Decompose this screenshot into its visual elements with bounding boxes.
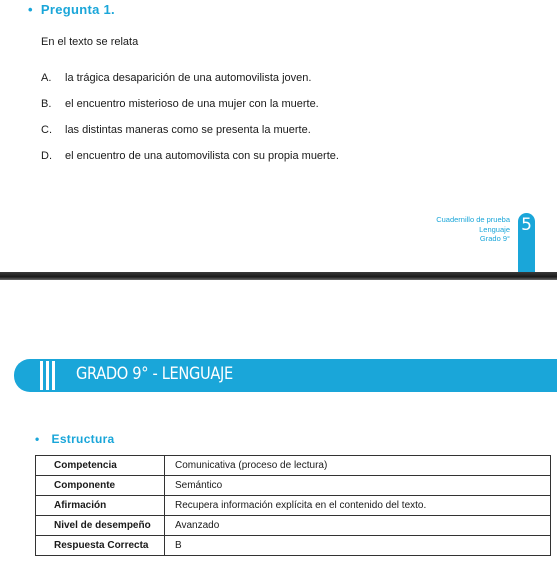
row-value: Semántico — [165, 476, 551, 496]
row-key: Nivel de desempeño — [36, 516, 165, 536]
row-key: Respuesta Correcta — [36, 536, 165, 556]
row-key: Competencia — [36, 456, 165, 476]
banner-title: GRADO 9° - LENGUAJE — [76, 364, 233, 384]
row-key: Componente — [36, 476, 165, 496]
row-value: Recupera información explícita en el contenido del texto. — [165, 496, 551, 516]
option-text: el encuentro de una automovilista con su propia muerte. — [65, 150, 339, 162]
structure-table — [35, 455, 551, 556]
option-letter: A. — [41, 72, 52, 84]
option-text: el encuentro misterioso de una mujer con la muerte. — [65, 98, 319, 110]
table-row — [36, 456, 551, 476]
page-footer — [436, 215, 510, 244]
answer-option-c — [41, 124, 311, 136]
row-key: Afirmación — [36, 496, 165, 516]
table-row — [36, 496, 551, 516]
banner-stripe — [52, 361, 55, 390]
answer-option-d — [41, 150, 339, 162]
row-value: Comunicativa (proceso de lectura) — [165, 456, 551, 476]
answer-option-b — [41, 98, 319, 110]
option-text: la trágica desaparición de una automovilista joven. — [65, 72, 312, 84]
table-row — [36, 476, 551, 496]
answer-option-a — [41, 72, 311, 84]
structure-title: Estructura — [51, 432, 115, 446]
row-value: B — [165, 536, 551, 556]
option-text: las distintas maneras como se presenta la muerte. — [65, 124, 311, 136]
row-value: Avanzado — [165, 516, 551, 536]
question-title: Pregunta 1. — [40, 2, 115, 17]
option-letter: D. — [41, 150, 52, 162]
footer-subject: Lenguaje — [479, 224, 510, 234]
banner-stripe — [40, 361, 43, 390]
table-row — [36, 536, 551, 556]
page-divider — [0, 272, 557, 280]
table-row — [36, 516, 551, 536]
option-letter: B. — [41, 98, 52, 110]
question-heading — [28, 2, 115, 17]
page-number: 5 — [521, 215, 532, 235]
bullet-icon: • — [28, 2, 33, 17]
banner-stripe — [46, 361, 49, 390]
question-stem: En el texto se relata — [41, 36, 139, 48]
bullet-icon: • — [35, 432, 40, 446]
option-letter: C. — [41, 124, 52, 136]
footer-booklet: Cuadernillo de prueba — [436, 215, 510, 224]
footer-grade: Grado 9° — [479, 234, 510, 243]
structure-heading — [35, 432, 115, 446]
